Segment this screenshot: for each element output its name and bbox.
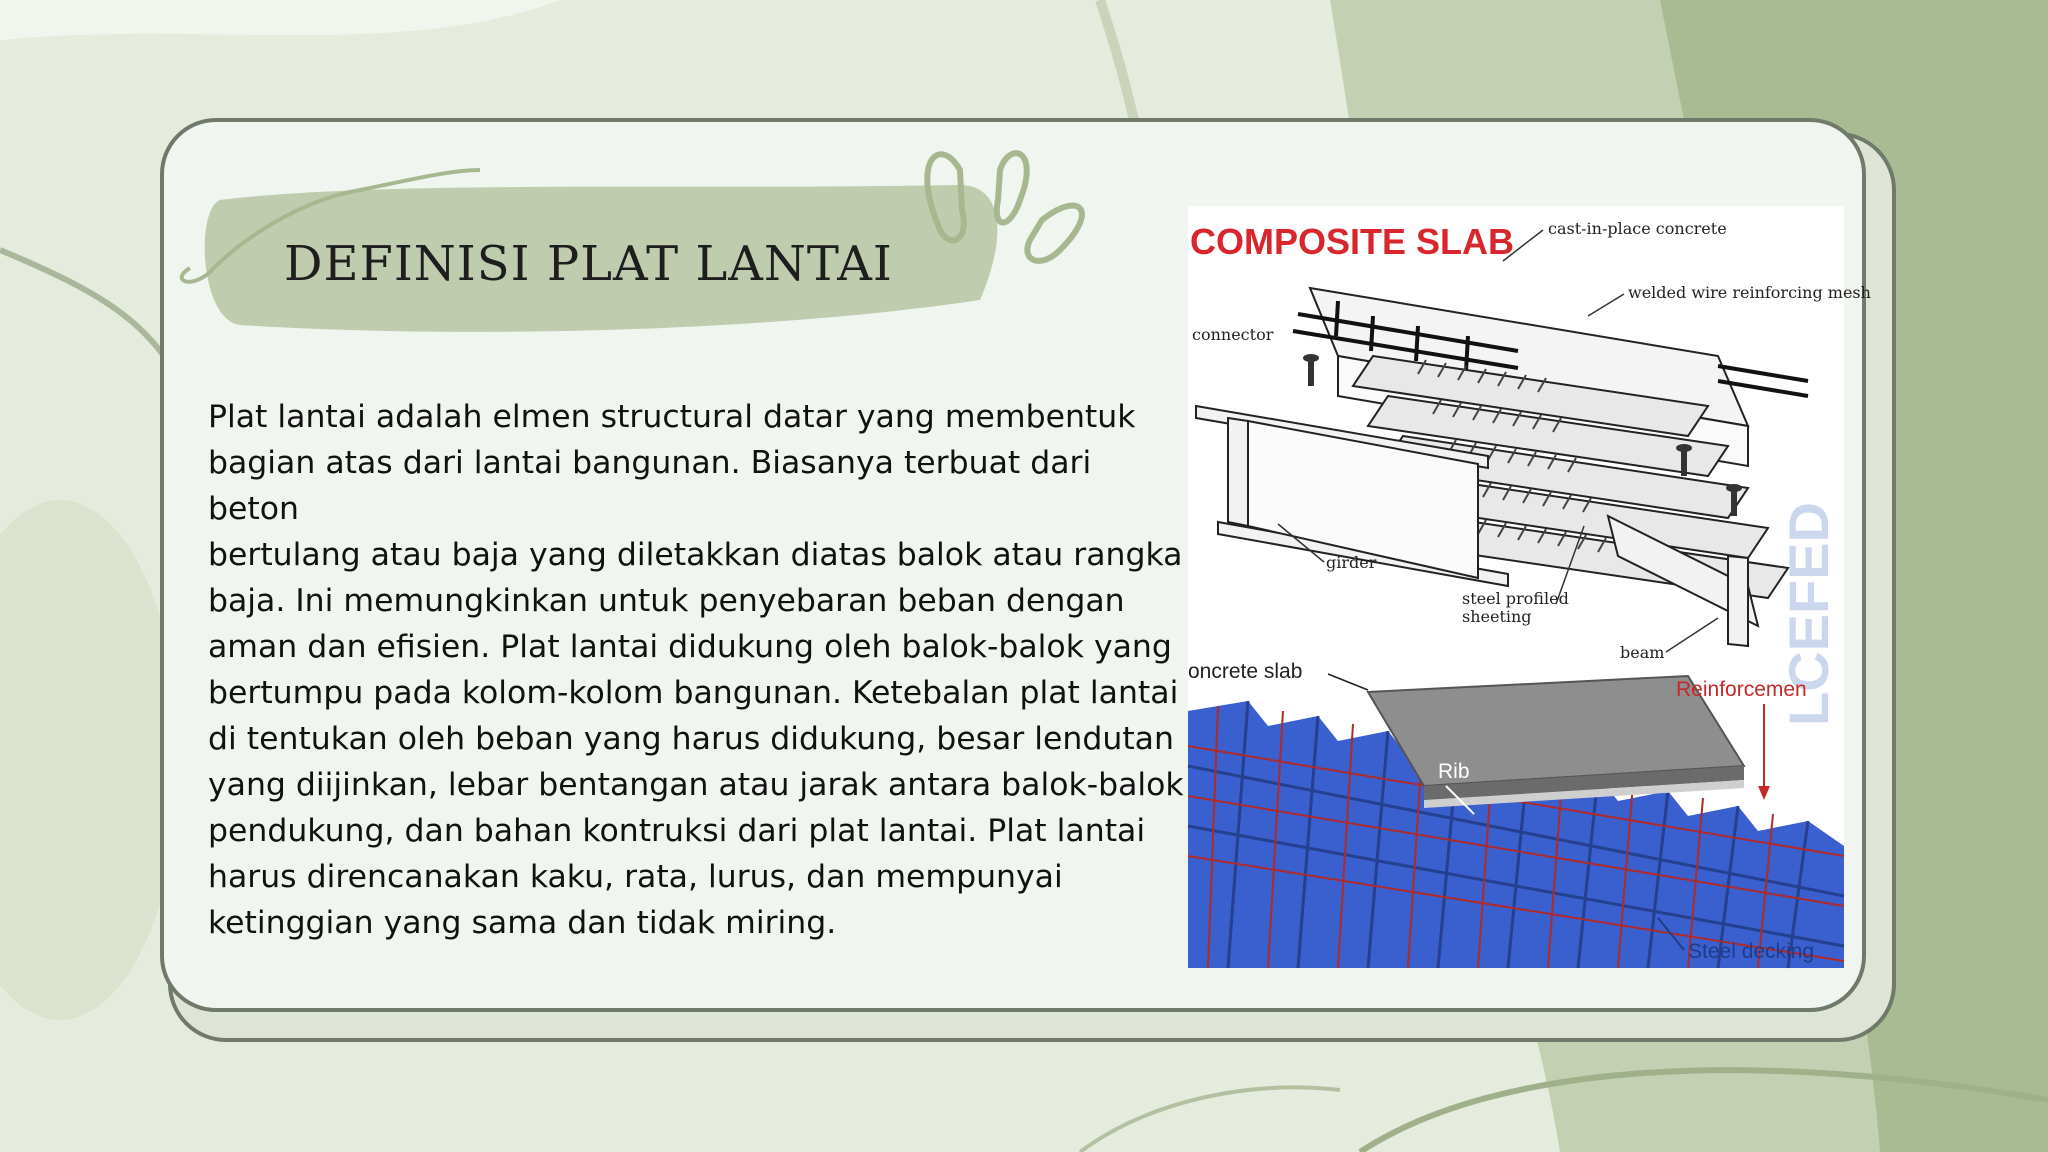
label-steel-decking: Steel decking [1688,940,1815,963]
composite-slab-heading: COMPOSITE SLAB [1190,221,1515,262]
label-concrete-slab: oncrete slab [1188,660,1303,683]
label-reinforcement: Reinforcemen [1676,678,1807,701]
label-sheeting: sheeting [1462,607,1532,626]
composite-slab-figure [1188,206,1871,968]
label-welded-mesh: welded wire reinforcing mesh [1628,283,1871,302]
watermark: LCEFED [1777,502,1840,726]
label-cast-in-place: cast-in-place concrete [1548,219,1727,238]
definition-paragraph: Plat lantai adalah elmen structural datar yang membentuk bagian atas dari lantai bangunan. Biasanya terbuat dari beton bertulang atau baja yang diletakkan diatas balok atau rangka baja. Ini memungkinkan untuk penyebaran beban dengan aman dan efisien. Plat lantai didukung oleh balok-balok yang bertumpu pada kolom-kolom bangunan. Ketebalan plat lantai di tentukan oleh beban yang harus didukung, besar lendutan yang diijinkan, lebar bentangan atau jarak antara balok-balok pendukung, dan bahan kontruksi dari plat lantai. Plat lantai harus direncanakan kaku, rata, lurus, dan mempunyai ketinggian yang sama dan tidak miring. [208,399,1184,941]
slide-title: DEFINISI PLAT LANTAI [284,236,893,292]
label-girder: girder [1326,553,1377,572]
composite-slab-diagram [1188,206,1871,968]
label-beam: beam [1620,643,1665,662]
label-connector: connector [1192,325,1274,344]
steel-decking-illustration [1188,676,1844,968]
label-rib: Rib [1438,760,1470,783]
label-steel-profiled: steel profiled [1462,589,1569,608]
